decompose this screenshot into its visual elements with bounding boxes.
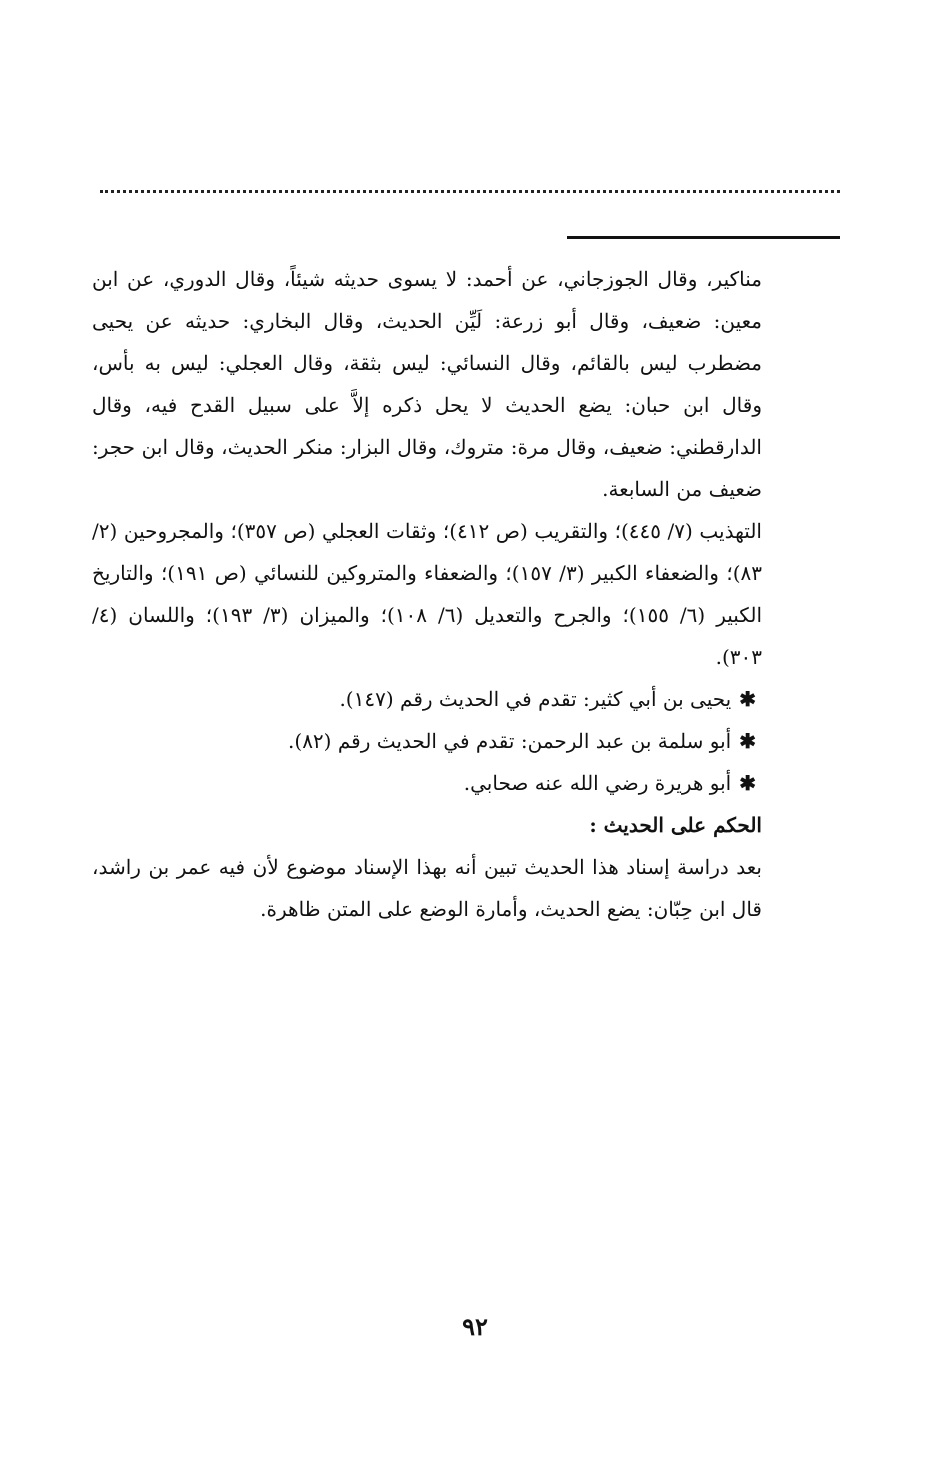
narrator-critique-paragraph: مناكير، وقال الجوزجاني، عن أحمد: لا يسوى حديثه شيئاً، وقال الدوري، عن ابن معين: ضعيف، وقال أبو زرعة: لَيِّن الحديث، وقال البخاري: حديثه عن يحيى مضطرب ليس بالقائم، وقال النسائي: ليس بثقة، وقال العجلي: ليس به بأس، وقال ابن حبان: يضع الحديث لا يحل ذكره إلاَّ على سبيل القدح فيه، وقال الدارقطني: ضعيف، وقال مرة: متروك، وقال البزار: منكر الحديث، وقال ابن حجر: ضعيف من السابعة.: [92, 267, 762, 501]
references-paragraph: التهذيب (٧/ ٤٤٥)؛ والتقريب (ص ٤١٢)؛ وثقات العجلي (ص ٣٥٧)؛ والمجروحين (٢/ ٨٣)؛ والضعفاء الكبير (٣/ ١٥٧)؛ والضعفاء والمتروكين للنسائي (ص ١٩١)؛ والتاريخ الكبير (٦/ ١٥٥)؛ والجرح والتعديل (٦/ ١٠٨)؛ والميزان (٣/ ١٩٣)؛ واللسان (٤/ ٣٠٣).: [92, 519, 762, 669]
dotted-separator: [100, 190, 840, 193]
star-bullet-icon: ✱: [739, 771, 756, 795]
footnote-rule: [567, 236, 840, 239]
section-heading: الحكم على الحديث :: [589, 813, 762, 837]
bullet-item-3: [92, 762, 762, 804]
bullet-text: يحيى بن أبي كثير: تقدم في الحديث رقم (١٤٧).: [339, 687, 732, 711]
page-number: ٩٢: [462, 1312, 488, 1341]
bullet-item-1: [92, 678, 762, 720]
star-bullet-icon: ✱: [739, 729, 756, 753]
star-bullet-icon: ✱: [739, 687, 756, 711]
bullet-text: أبو هريرة رضي الله عنه صحابي.: [463, 771, 732, 795]
bullet-text: أبو سلمة بن عبد الرحمن: تقدم في الحديث رقم (٨٢).: [288, 729, 732, 753]
conclusion-paragraph: بعد دراسة إسناد هذا الحديث تبين أنه بهذا الإسناد موضوع لأن فيه عمر بن راشد، قال ابن حِبّان: يضع الحديث، وأمارة الوضع على المتن ظاهرة.: [92, 855, 762, 921]
bullet-item-2: [92, 720, 762, 762]
footnote-text: [92, 258, 762, 930]
